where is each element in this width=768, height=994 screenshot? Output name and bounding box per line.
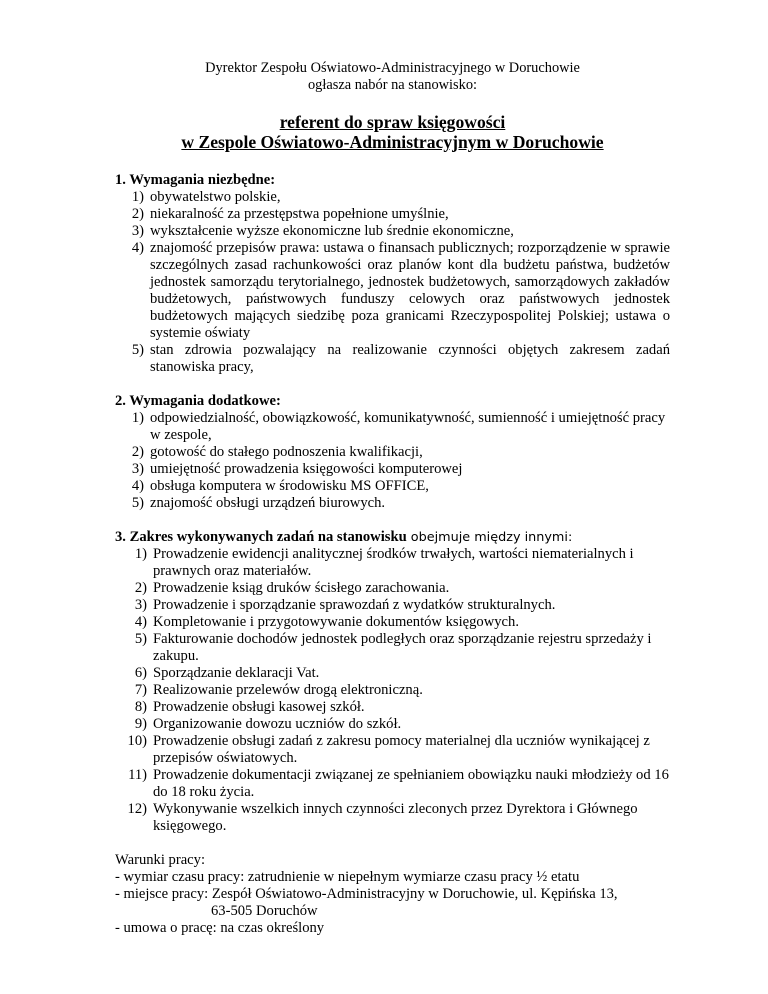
section-duties xyxy=(115,529,670,835)
list-item-number: 4) xyxy=(131,240,144,256)
list-item-text: Sporządzanie deklaracji Vat. xyxy=(153,665,320,681)
list-item xyxy=(115,444,670,461)
list-item-number: 3) xyxy=(134,597,147,613)
list-item-number: 6) xyxy=(134,665,147,681)
list-item-text: znajomość obsługi urządzeń biurowych. xyxy=(150,495,386,511)
list-item xyxy=(115,767,670,801)
list-item xyxy=(115,631,670,665)
list-item-text: Prowadzenie dokumentacji związanej ze spełnianiem obowiązku nauki młodzieży od 16 do 18 roku życia. xyxy=(153,767,669,800)
list-item-text: odpowiedzialność, obowiązkowość, komunikatywność, sumienność i umiejętność pracy w zespole, xyxy=(150,410,666,443)
list-item-text: obsługa komputera w środowisku MS OFFICE, xyxy=(150,478,429,494)
list-item xyxy=(115,410,670,444)
list-item-number: 12) xyxy=(127,801,147,817)
list-item-text: Organizowanie dowozu uczniów do szkół. xyxy=(153,716,402,732)
list-item-number: 9) xyxy=(134,716,147,732)
list-item-text: Realizowanie przelewów drogą elektroniczną. xyxy=(153,682,423,698)
additional-list xyxy=(115,410,670,512)
list-item-number: 4) xyxy=(134,614,147,630)
list-item-number: 5) xyxy=(131,495,144,511)
list-item-number: 3) xyxy=(131,223,144,239)
list-item xyxy=(115,580,670,597)
list-item-text: znajomość przepisów prawa: ustawa o finansach publicznych; rozporządzenie w sprawie szczególnych zasad rachunkowości oraz planów kont dla budżetu państwa, budżetów jednostek samorządu terytorialnego, jednostek budżetowych, samorządowych zakładów budżetowych, państwowych funduszy celowych oraz państwowych jednostek budżetowych mających siedzibę poza granicami Rzeczypospolitej Polskiej; ustawa o systemie oświaty xyxy=(150,240,670,341)
list-item xyxy=(115,597,670,614)
section-duties-heading-main: 3. Zakres wykonywanych zadań na stanowisku xyxy=(115,529,407,545)
list-item-text: Prowadzenie obsługi kasowej szkół. xyxy=(153,699,365,715)
duties-list xyxy=(115,546,670,835)
list-item xyxy=(115,716,670,733)
list-item-text: Prowadzenie obsługi zadań z zakresu pomocy materialnej dla uczniów wynikającej z przepisów oświatowych. xyxy=(153,733,650,766)
list-item xyxy=(115,733,670,767)
work-conditions xyxy=(115,852,670,937)
list-item-text: niekaralność za przestępstwa popełnione umyślnie, xyxy=(150,206,449,222)
list-item-number: 5) xyxy=(134,631,147,647)
list-item-text: stan zdrowia pozwalający na realizowanie czynności objętych zakresem zadań stanowiska pracy, xyxy=(150,342,670,375)
list-item xyxy=(115,546,670,580)
required-list xyxy=(115,189,670,376)
header-line-2: ogłasza nabór na stanowisko: xyxy=(307,77,478,93)
job-title xyxy=(115,112,670,152)
list-item-text: obywatelstwo polskie, xyxy=(150,189,281,205)
list-item xyxy=(115,801,670,835)
list-item-number: 11) xyxy=(128,767,147,783)
list-item-number: 8) xyxy=(134,699,147,715)
section-required-heading: 1. Wymagania niezbędne: xyxy=(115,172,276,188)
list-item-text: Kompletowanie i przygotowywanie dokumentów księgowych. xyxy=(153,614,519,630)
conditions-heading: Warunki pracy: xyxy=(115,852,205,868)
list-item-number: 7) xyxy=(134,682,147,698)
section-required xyxy=(115,172,670,376)
list-item xyxy=(115,478,670,495)
list-item xyxy=(115,240,670,342)
list-item xyxy=(115,665,670,682)
section-duties-heading-suffix: obejmuje między innymi: xyxy=(406,530,573,545)
list-item-number: 5) xyxy=(131,342,144,358)
document-page xyxy=(115,60,670,937)
list-item-text: Fakturowanie dochodów jednostek podległych oraz sporządzanie rejestru sprzedaży i zakupu. xyxy=(153,631,652,664)
list-item-text: gotowość do stałego podnoszenia kwalifikacji, xyxy=(150,444,423,460)
list-item-text: Prowadzenie ewidencji analitycznej środków trwałych, wartości niematerialnych i prawnych oraz materiałów. xyxy=(153,546,634,579)
list-item xyxy=(115,206,670,223)
list-item-number: 2) xyxy=(131,444,144,460)
job-title-line-1: referent do spraw księgowości xyxy=(279,112,506,132)
list-item xyxy=(115,189,670,206)
conditions-line-postcode: 63-505 Doruchów xyxy=(211,903,318,919)
list-item-text: Prowadzenie i sporządzanie sprawozdań z wydatków strukturalnych. xyxy=(153,597,556,613)
list-item-number: 1) xyxy=(131,410,144,426)
list-item-number: 2) xyxy=(134,580,147,596)
list-item xyxy=(115,614,670,631)
list-item-number: 4) xyxy=(131,478,144,494)
list-item-text: umiejętność prowadzenia księgowości komputerowej xyxy=(150,461,463,477)
list-item-number: 2) xyxy=(131,206,144,222)
section-additional xyxy=(115,393,670,512)
list-item-text: Wykonywanie wszelkich innych czynności zleconych przez Dyrektora i Głównego księgowego. xyxy=(153,801,638,834)
list-item-text: Prowadzenie ksiąg druków ścisłego zarachowania. xyxy=(153,580,450,596)
header-line-1: Dyrektor Zespołu Oświatowo-Administracyjnego w Doruchowie xyxy=(205,60,580,76)
list-item-number: 3) xyxy=(131,461,144,477)
list-item xyxy=(115,682,670,699)
list-item xyxy=(115,342,670,376)
conditions-line-contract: - umowa o pracę: na czas określony xyxy=(115,920,325,936)
list-item-number: 10) xyxy=(127,733,147,749)
section-additional-heading: 2. Wymagania dodatkowe: xyxy=(115,393,281,409)
list-item xyxy=(115,495,670,512)
job-title-line-2: w Zespole Oświatowo-Administracyjnym w Doruchowie xyxy=(181,132,604,152)
list-item-number: 1) xyxy=(131,189,144,205)
conditions-line-hours: - wymiar czasu pracy: zatrudnienie w niepełnym wymiarze czasu pracy ½ etatu xyxy=(115,869,580,885)
list-item xyxy=(115,223,670,240)
list-item-text: wykształcenie wyższe ekonomiczne lub średnie ekonomiczne, xyxy=(150,223,514,239)
section-duties-heading xyxy=(115,529,670,546)
conditions-line-place: - miejsce pracy: Zespół Oświatowo-Administracyjny w Doruchowie, ul. Kępińska 13, xyxy=(115,886,618,902)
list-item xyxy=(115,461,670,478)
list-item xyxy=(115,699,670,716)
list-item-number: 1) xyxy=(134,546,147,562)
